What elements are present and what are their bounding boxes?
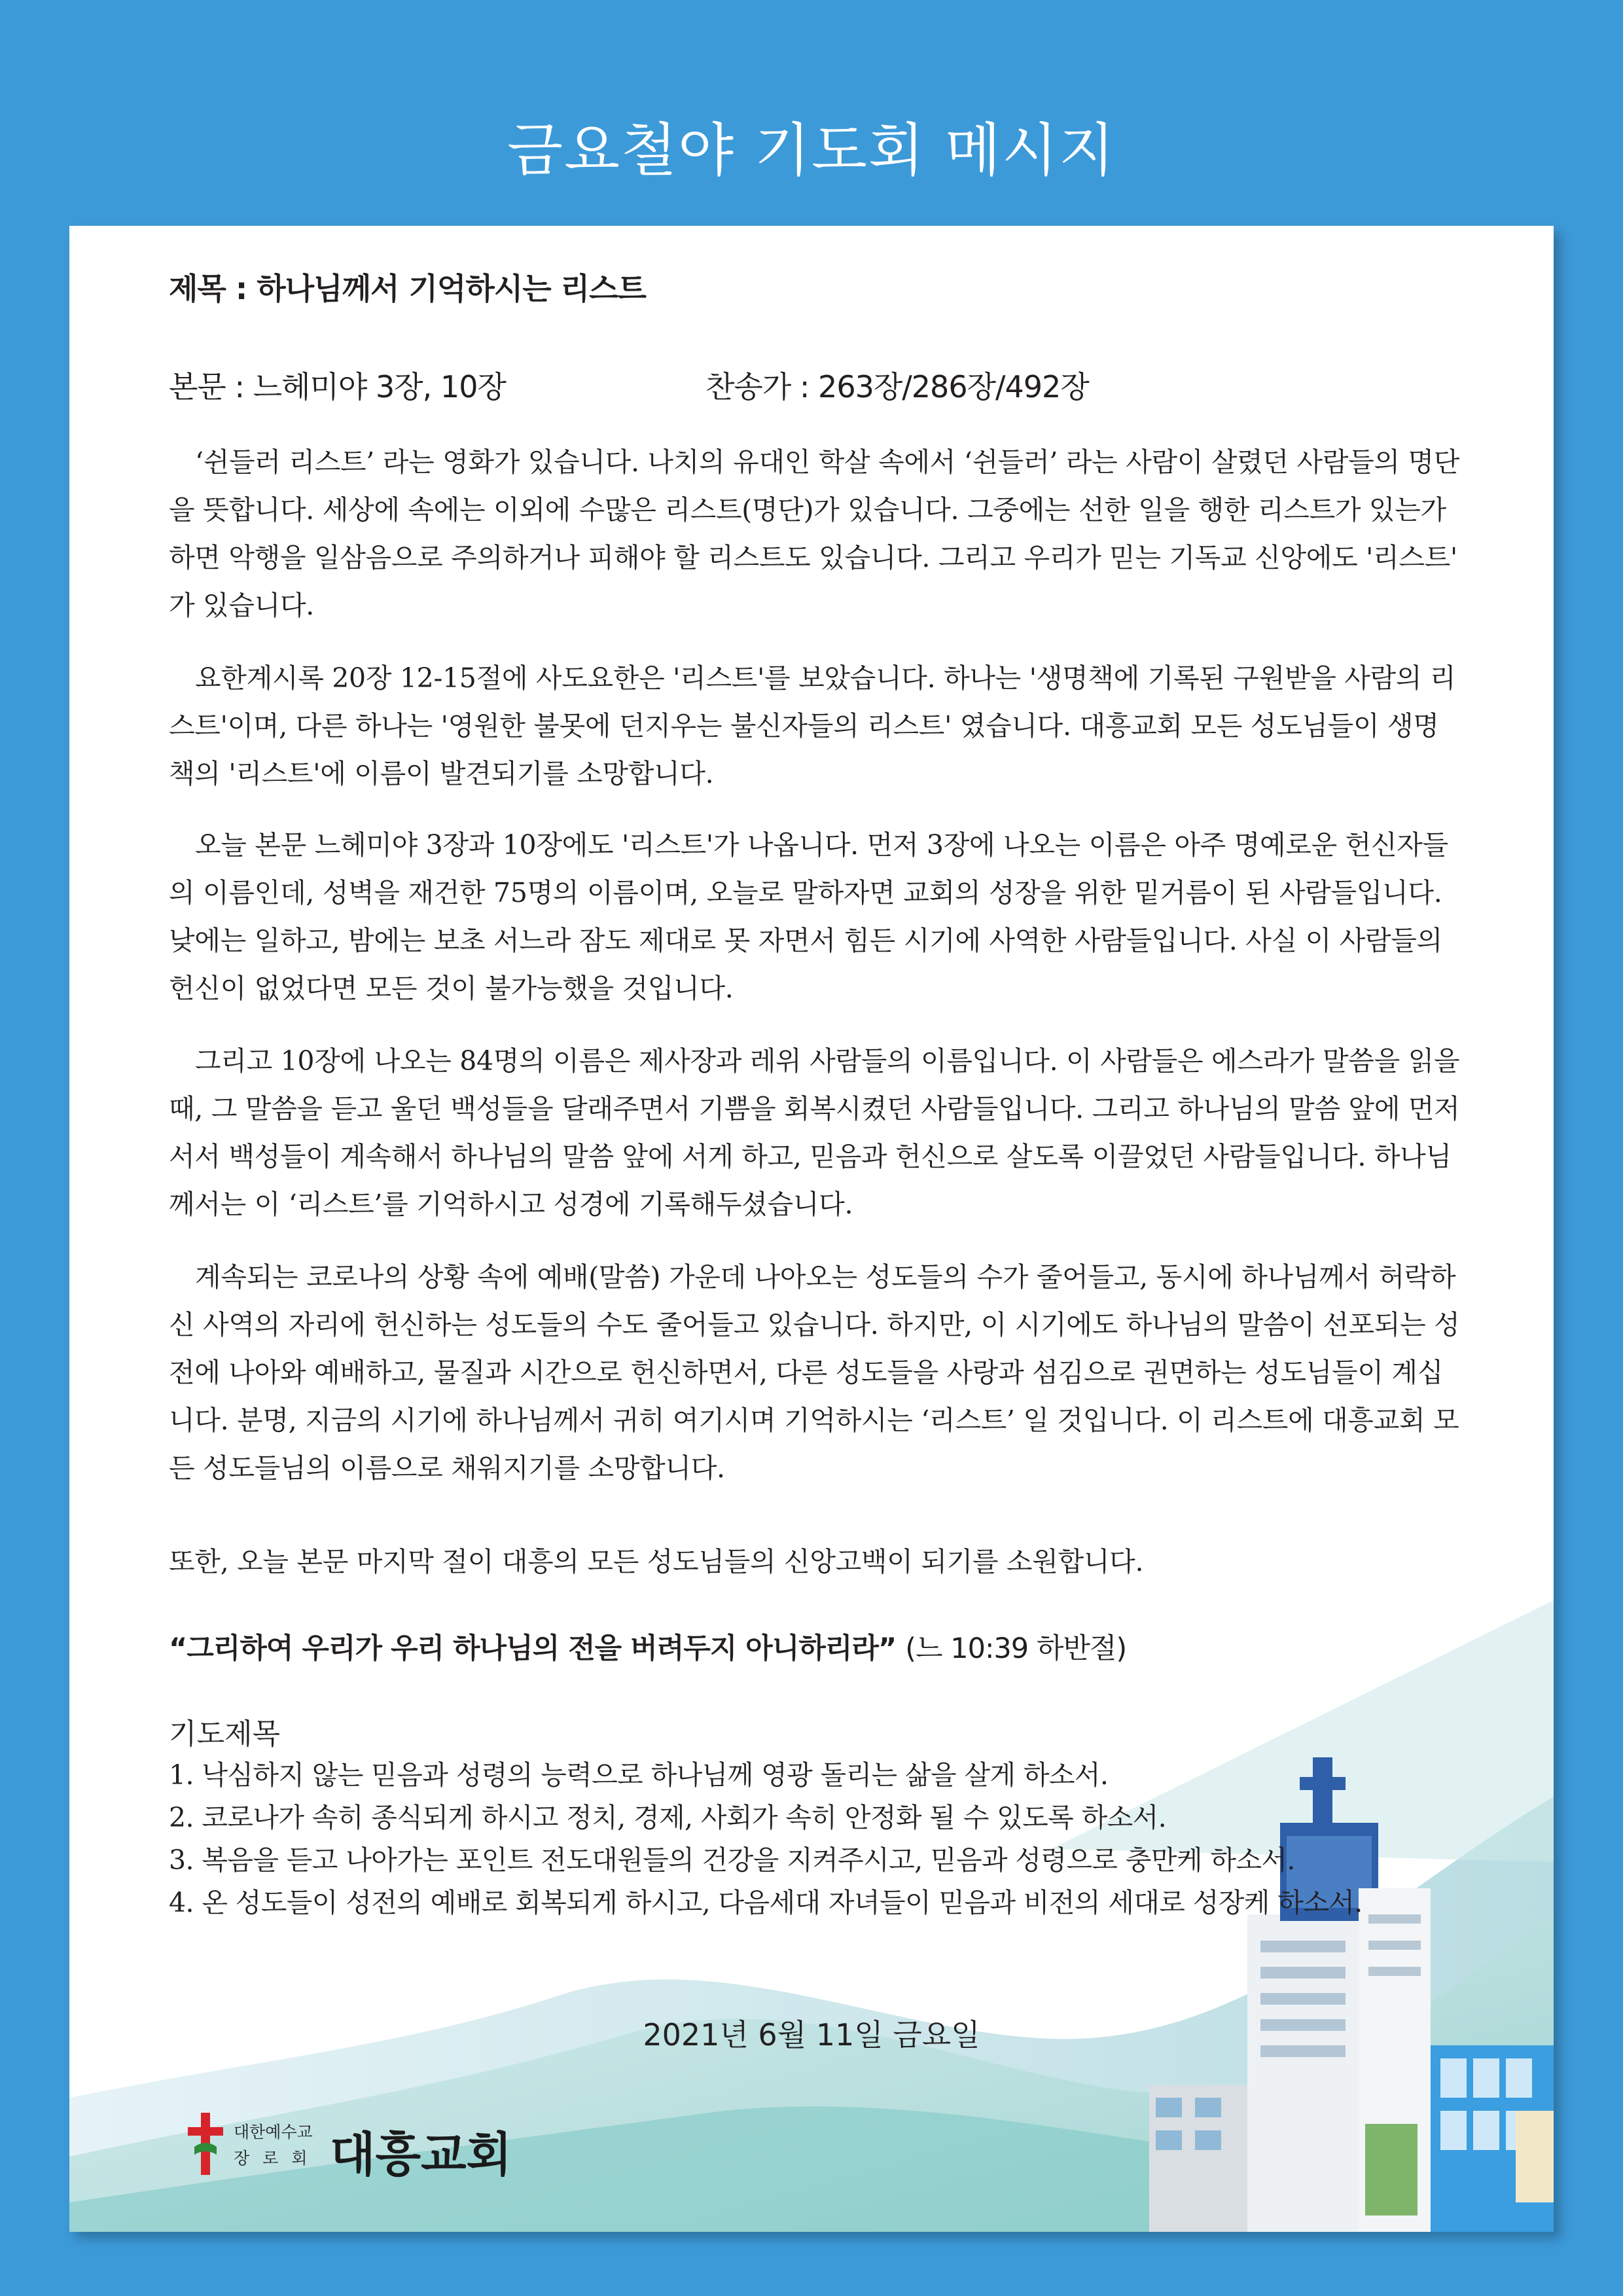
paragraph-6: 또한, 오늘 본문 마지막 절이 대흥의 모든 성도님들의 신앙고백이 되기를 소원합니다.: [169, 1546, 1144, 1577]
key-verse-quote: “그리하여 우리가 우리 하나님의 전을 버려두지 아니하리라”: [169, 1632, 897, 1665]
prayer-item: 1. 낙심하지 않는 믿음과 성령의 능력으로 하나님께 영광 돌리는 삶을 살게 하소서.: [169, 1759, 1109, 1791]
cross-logo-icon: [183, 2108, 228, 2179]
sermon-title: 제목 : 하나님께서 기억하시는 리스트: [169, 271, 646, 306]
paragraph-1: ‘쉰들러 리스트’ 라는 영화가 있습니다. 나치의 유대인 학살 속에서 ‘쉰들러’ 라는 사람이 살렸던 사람들의 명단을 뜻합니다. 세상에 속에는 이외에 수많은 리스트(명단)가 있습니다. 그중에는 선한 일을 행한 리스트가 있는가 하면 악행을 일삼음으로 주의하거나 피해야 할 리스트도 있습니다. 그리고 우리가 믿는 기독교 신앙에도 '리스트' 가 있습니다.: [169, 446, 1460, 621]
sermon-text-row: [169, 363, 1089, 406]
prayer-title: 기도제목: [169, 1717, 281, 1751]
prayer-list: [169, 1754, 1471, 1924]
paragraph-2: 요한계시록 20장 12-15절에 사도요한은 '리스트'를 보았습니다. 하나는 '생명책에 기록된 구원받을 사람의 리스트'이며, 다른 하나는 '영원한 불못에 던지우는 불신자들의 리스트' 였습니다. 대흥교회 모든 성도님들이 생명책의 '리스트'에 이름이 발견되기를 소망합니다.: [169, 662, 1456, 789]
prayer-item: 3. 복음을 듣고 나아가는 포인트 전도대원들의 건강을 지켜주시고, 믿음과 성령으로 충만케 하소서.: [169, 1844, 1295, 1876]
message-card: [69, 226, 1554, 2232]
key-verse-reference: (느 10:39 하반절): [905, 1632, 1127, 1665]
prayer-item: 4. 온 성도들이 성전의 예배로 회복되게 하시고, 다음세대 자녀들이 믿음과 비전의 세대로 성장케 하소서.: [169, 1887, 1363, 1918]
prayer-item: 2. 코로나가 속히 종식되게 하시고 정치, 경제, 사회가 속히 안정화 될 수 있도록 하소서.: [169, 1802, 1167, 1833]
key-verse: [169, 1626, 1461, 1666]
logo-church-name: 대흥교회: [330, 2127, 512, 2182]
page-header-title: 금요철야 기도회 메시지: [507, 117, 1116, 184]
message-date: 2021년 6월 11일 금요일: [643, 2017, 980, 2053]
sermon-hymns: 찬송가 : 263장/286장/492장: [705, 369, 1089, 404]
paragraph-5: 계속되는 코로나의 상황 속에 예배(말씀) 가운데 나아오는 성도들의 수가 줄어들고, 동시에 하나님께서 허락하신 사역의 자리에 헌신하는 성도들의 수도 줄어들고 있습니다. 하지만, 이 시기에도 하나님의 말씀이 선포되는 성전에 나아와 예배하고, 물질과 시간으로 헌신하면서, 다른 성도들을 사랑과 섬김으로 권면하는 성도님들이 계십니다. 분명, 지금의 시기에 하나님께서 귀히 여기시며 기억하시는 ‘리스트’ 일 것입니다. 이 리스트에 대흥교회 모든 성도들님의 이름으로 채워지기를 소망합니다.: [169, 1261, 1460, 1484]
sermon-scripture: 본문 : 느헤미야 3장, 10장: [169, 369, 506, 404]
logo-denomination-bottom: 장 로 회: [234, 2149, 312, 2168]
logo-denomination-top: 대한예수교: [234, 2123, 313, 2142]
paragraph-3: 오늘 본문 느헤미야 3장과 10장에도 '리스트'가 나옵니다. 먼저 3장에 나오는 이름은 아주 명예로운 헌신자들의 이름인데, 성벽을 재건한 75명의 이름이며, 오늘로 말하자면 교회의 성장을 위한 밑거름이 된 사람들입니다. 낮에는 일하고, 밤에는 보초 서느라 잠도 제대로 못 자면서 힘든 시기에 사역한 사람들입니다. 사실 이 사람들의 헌신이 없었다면 모든 것이 불가능했을 것입니다.: [169, 829, 1448, 1004]
paragraph-4: 그리고 10장에 나오는 84명의 이름은 제사장과 레위 사람들의 이름입니다. 이 사람들은 에스라가 말씀을 읽을 때, 그 말씀을 듣고 울던 백성들을 달래주면서 기쁨을 회복시켰던 사람들입니다. 그리고 하나님의 말씀 앞에 먼저 서서 백성들이 계속해서 하나님의 말씀 앞에 서게 하고, 믿음과 헌신으로 살도록 이끌었던 사람들입니다. 하나님께서는 이 ‘리스트’를 기억하시고 성경에 기록해두셨습니다.: [169, 1045, 1460, 1220]
